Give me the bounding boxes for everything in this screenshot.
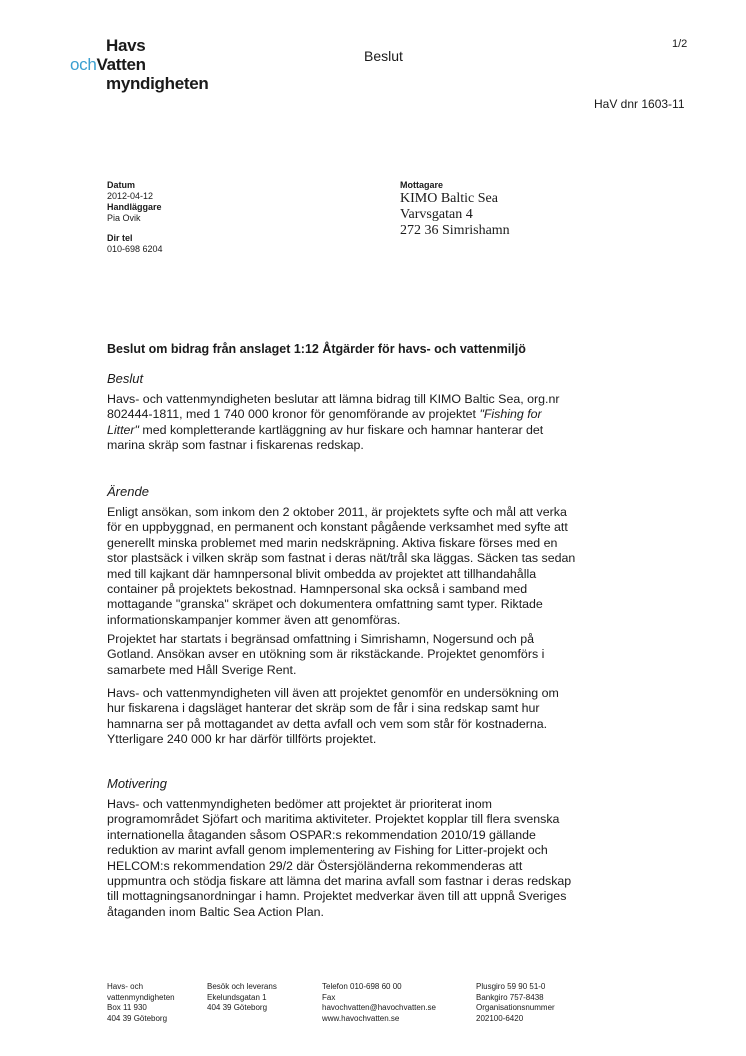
logo-line-havs: Havs — [106, 36, 146, 55]
section-title-beslut: Beslut — [107, 371, 144, 386]
footer-visit: Besök och leverans Ekelundsgatan 1 404 39 Göteborg — [207, 982, 277, 1012]
handlaggare-value: Pia Ovik — [107, 213, 141, 223]
recipient-city: 272 36 Simrishamn — [400, 223, 510, 238]
footer-contact: Telefon 010-698 60 00 Fax havochvatten@havochvatten.se www.havochvatten.se — [322, 982, 436, 1023]
arende-paragraph-2: Projektet har startats i begränsad omfattning i Simrishamn, Nogersund och på Gotland. Ansökan avser en utökning som är rikstäckande. Projektet genomförs i samarbete med Håll Sverige Rent. — [107, 632, 545, 677]
recipient-name: KIMO Baltic Sea — [400, 191, 498, 206]
logo-och: och — [70, 55, 97, 74]
beslut-text-after: med kompletterande kartläggning av hur fiskare och hamnar hanterar det marina skräp som fastnar i fiskarenas redskap. — [107, 422, 544, 453]
page-number: 1/2 — [672, 38, 688, 50]
document-metadata — [107, 180, 163, 255]
section-title-motivering: Motivering — [107, 776, 167, 791]
beslut-paragraph — [107, 392, 577, 454]
datum-value: 2012-04-12 — [107, 191, 154, 201]
recipient-block — [400, 180, 510, 239]
section-title-arende: Ärende — [107, 484, 149, 499]
datum-label: Datum — [107, 180, 136, 190]
recipient-street: Varvsgatan 4 — [400, 207, 473, 222]
logo-vatten: Vatten — [96, 55, 146, 74]
recipient-label: Mottagare — [400, 180, 444, 190]
arende-paragraph-3: Havs- och vattenmyndigheten vill även att projektet genomför en undersökning om hur fiskarena i dagsläget hanterar det skräp som de får i sina redskap samt hur hamnarna ser på mottagandet av detta avfall och vem som står för kostnaderna. Ytterligare 240 000 kr har därför tillförts projektet. — [107, 686, 559, 747]
footer-email[interactable]: havochvatten@havochvatten.se — [322, 1003, 436, 1012]
diary-number: HaV dnr 1603-11 — [594, 97, 685, 111]
logo-line-vatten — [70, 55, 209, 74]
document-type: Beslut — [364, 48, 403, 64]
beslut-text-before: Havs- och vattenmyndigheten beslutar att lämna bidrag till KIMO Baltic Sea, org.nr 802444-1811, med 1 740 000 kronor för genomförande av projektet — [107, 392, 560, 422]
logo-line-myndigheten: myndigheten — [106, 74, 209, 93]
footer-payment: Plusgiro 59 90 51-0 Bankgiro 757-8438 Organisationsnummer 202100-6420 — [476, 982, 555, 1023]
footer-address: Havs- och vattenmyndigheten Box 11 930 404 39 Göteborg — [107, 982, 175, 1023]
arende-paragraph-1: Enligt ansökan, som inkom den 2 oktober 2011, är projektets syfte och mål att verka för en uppbyggnad, en permanent och konstant pågående verksamhet med syfte att generellt minska problemet med marin nedskräpning. Aktiva fiskare förses med en stor plastsäck i vilken skräp som fastnat i deras nät/trål ska läggas. Säcken tas sedan med till kajkant där hamnpersonal blivit ombedda av projektet att tillhandahålla container på projektets bekostnad. Hamnpersonal ska också i samband med mottagande "granska" skräpet och dokumentera omfattning samt typer. Riktade informationskampanjer kommer även att genomföras. — [107, 505, 576, 627]
beslut-project-name: "Fishing for Litter" — [107, 407, 542, 437]
motivering-paragraph: Havs- och vattenmyndigheten bedömer att projektet är prioriterat inom programområdet Sjöfart och maritima aktiviteter. Projektet kopplar till flera svenska internationella åtaganden såsom OSPAR:s rekommendation 2010/19 gällande reduktion av marint avfall genom implementering av Fishing for Litter-projekt och HELCOM:s rekommendation 29/2 där Östersjöländerna rekommenderas att uppmuntra och stödja fiskare att lämna det marina avfall som fastnar i deras redskap till mottagningsanordningar i hamn. Projektet medverkar även till att uppnå Sveriges åtaganden inom Baltic Sea Action Plan. — [107, 797, 572, 919]
decision-heading: Beslut om bidrag från anslaget 1:12 Åtgärder för havs- och vattenmiljö — [107, 342, 526, 356]
dirtel-value: 010-698 6204 — [107, 244, 163, 254]
handlaggare-label: Handläggare — [107, 202, 162, 212]
dirtel-label: Dir tel — [107, 233, 133, 243]
footer-website[interactable]: www.havochvatten.se — [322, 1013, 400, 1023]
agency-logo — [70, 36, 209, 93]
